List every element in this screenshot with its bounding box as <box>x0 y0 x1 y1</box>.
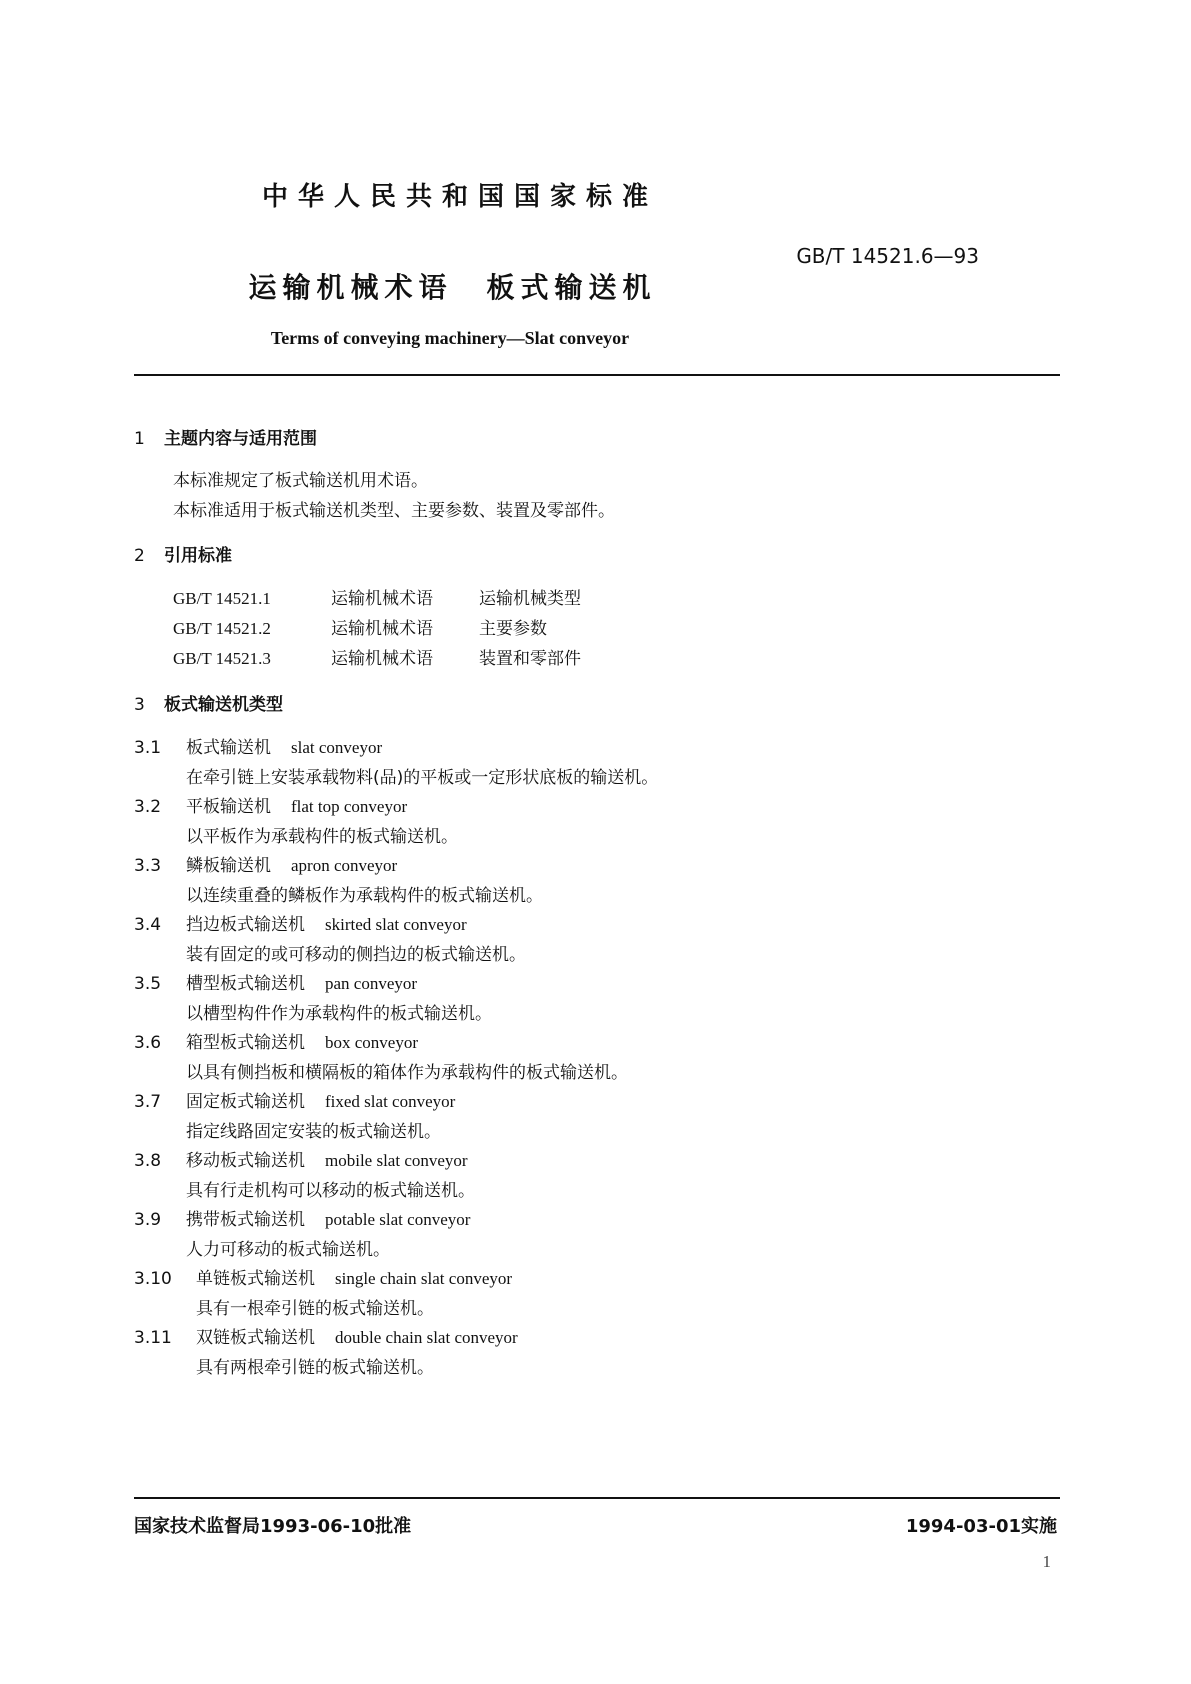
term-number: 3.11 <box>134 1328 172 1348</box>
section-3-heading <box>134 690 283 715</box>
section-number: 2 <box>134 546 145 566</box>
reference-code: GB/T 14521.1 <box>173 589 271 608</box>
term-definition: 以连续重叠的鳞板作为承载构件的板式输送机。 <box>186 886 543 906</box>
term-chinese: 移动板式输送机 <box>186 1151 305 1171</box>
term-chinese: 鳞板输送机 <box>186 856 271 876</box>
term-english: double chain slat conveyor <box>335 1328 518 1347</box>
page-number: 1 <box>1042 1552 1051 1571</box>
term-english: pan conveyor <box>325 974 418 993</box>
footer-divider <box>134 1497 1060 1499</box>
standard-number: GB/T 14521.6—93 <box>796 244 979 268</box>
term-item <box>134 1323 518 1348</box>
term-english: skirted slat conveyor <box>325 915 467 934</box>
term-item <box>134 1146 468 1171</box>
section-title: 主题内容与适用范围 <box>164 429 317 449</box>
term-definition: 以槽型构件作为承载构件的板式输送机。 <box>186 1004 492 1024</box>
term-number: 3.9 <box>134 1210 162 1230</box>
term-chinese: 携带板式输送机 <box>186 1210 305 1230</box>
term-number: 3.2 <box>134 797 162 817</box>
term-chinese: 箱型板式输送机 <box>186 1033 305 1053</box>
term-chinese: 平板输送机 <box>186 797 271 817</box>
term-definition: 以平板作为承载构件的板式输送机。 <box>186 827 458 847</box>
term-item <box>134 1087 455 1112</box>
term-item <box>134 1264 512 1289</box>
reference-series: 运输机械术语 <box>331 619 433 639</box>
term-definition: 在牵引链上安装承载物料(品)的平板或一定形状底板的输送机。 <box>186 768 659 788</box>
reference-row <box>173 584 581 609</box>
term-english: slat conveyor <box>291 738 383 757</box>
term-number: 3.10 <box>134 1269 172 1289</box>
term-item <box>134 1028 418 1053</box>
term-item <box>134 792 407 817</box>
section-1-paragraph: 本标准规定了板式输送机用术语。 <box>173 471 428 491</box>
term-english: box conveyor <box>325 1033 419 1052</box>
term-number: 3.7 <box>134 1092 162 1112</box>
term-definition: 具有一根牵引链的板式输送机。 <box>196 1299 434 1319</box>
reference-row <box>173 644 581 669</box>
term-chinese: 挡边板式输送机 <box>186 915 305 935</box>
section-1-heading <box>134 424 317 449</box>
term-definition: 人力可移动的板式输送机。 <box>186 1240 390 1260</box>
reference-code: GB/T 14521.2 <box>173 619 271 638</box>
reference-part: 装置和零部件 <box>479 649 581 669</box>
term-definition: 具有行走机构可以移动的板式输送机。 <box>186 1181 475 1201</box>
term-definition: 装有固定的或可移动的侧挡边的板式输送机。 <box>186 945 526 965</box>
term-item <box>134 851 397 876</box>
section-number: 3 <box>134 695 145 715</box>
term-definition: 以具有侧挡板和横隔板的箱体作为承载构件的板式输送机。 <box>186 1063 628 1083</box>
term-number: 3.6 <box>134 1033 162 1053</box>
term-number: 3.5 <box>134 974 162 994</box>
reference-part: 主要参数 <box>479 619 547 639</box>
reference-code: GB/T 14521.3 <box>173 649 271 668</box>
reference-part: 运输机械类型 <box>479 589 581 609</box>
term-english: apron conveyor <box>291 856 398 875</box>
term-chinese: 槽型板式输送机 <box>186 974 305 994</box>
term-item <box>134 910 467 935</box>
term-chinese: 双链板式输送机 <box>196 1328 315 1348</box>
term-number: 3.1 <box>134 738 162 758</box>
term-english: single chain slat conveyor <box>335 1269 513 1288</box>
term-english: fixed slat conveyor <box>325 1092 456 1111</box>
term-english: flat top conveyor <box>291 797 408 816</box>
reference-row <box>173 614 547 639</box>
term-number: 3.3 <box>134 856 162 876</box>
reference-series: 运输机械术语 <box>331 649 433 669</box>
national-standard-heading: 中华人民共和国国家标准 <box>261 182 658 212</box>
term-chinese: 板式输送机 <box>186 738 271 758</box>
section-title: 引用标准 <box>164 546 232 566</box>
title-chinese: 运输机械术语 板式输送机 <box>248 271 657 304</box>
implementation-date: 1994-03-01实施 <box>905 1516 1057 1537</box>
term-number: 3.4 <box>134 915 162 935</box>
term-item <box>134 1205 470 1230</box>
term-definition: 指定线路固定安装的板式输送机。 <box>186 1122 441 1142</box>
header-divider <box>134 374 1060 376</box>
approval-date: 国家技术监督局1993-06-10批准 <box>134 1516 412 1537</box>
reference-series: 运输机械术语 <box>331 589 433 609</box>
title-english: Terms of conveying machinery—Slat conveyor <box>270 328 630 348</box>
section-2-heading <box>134 541 232 566</box>
term-english: mobile slat conveyor <box>325 1151 468 1170</box>
term-item <box>134 733 382 758</box>
term-english: potable slat conveyor <box>325 1210 471 1229</box>
section-number: 1 <box>134 429 145 449</box>
section-title: 板式输送机类型 <box>164 695 283 715</box>
section-1-paragraph: 本标准适用于板式输送机类型、主要参数、装置及零部件。 <box>173 501 615 521</box>
term-chinese: 单链板式输送机 <box>196 1269 315 1289</box>
term-chinese: 固定板式输送机 <box>186 1092 305 1112</box>
term-item <box>134 969 417 994</box>
term-definition: 具有两根牵引链的板式输送机。 <box>196 1358 434 1378</box>
term-number: 3.8 <box>134 1151 162 1171</box>
